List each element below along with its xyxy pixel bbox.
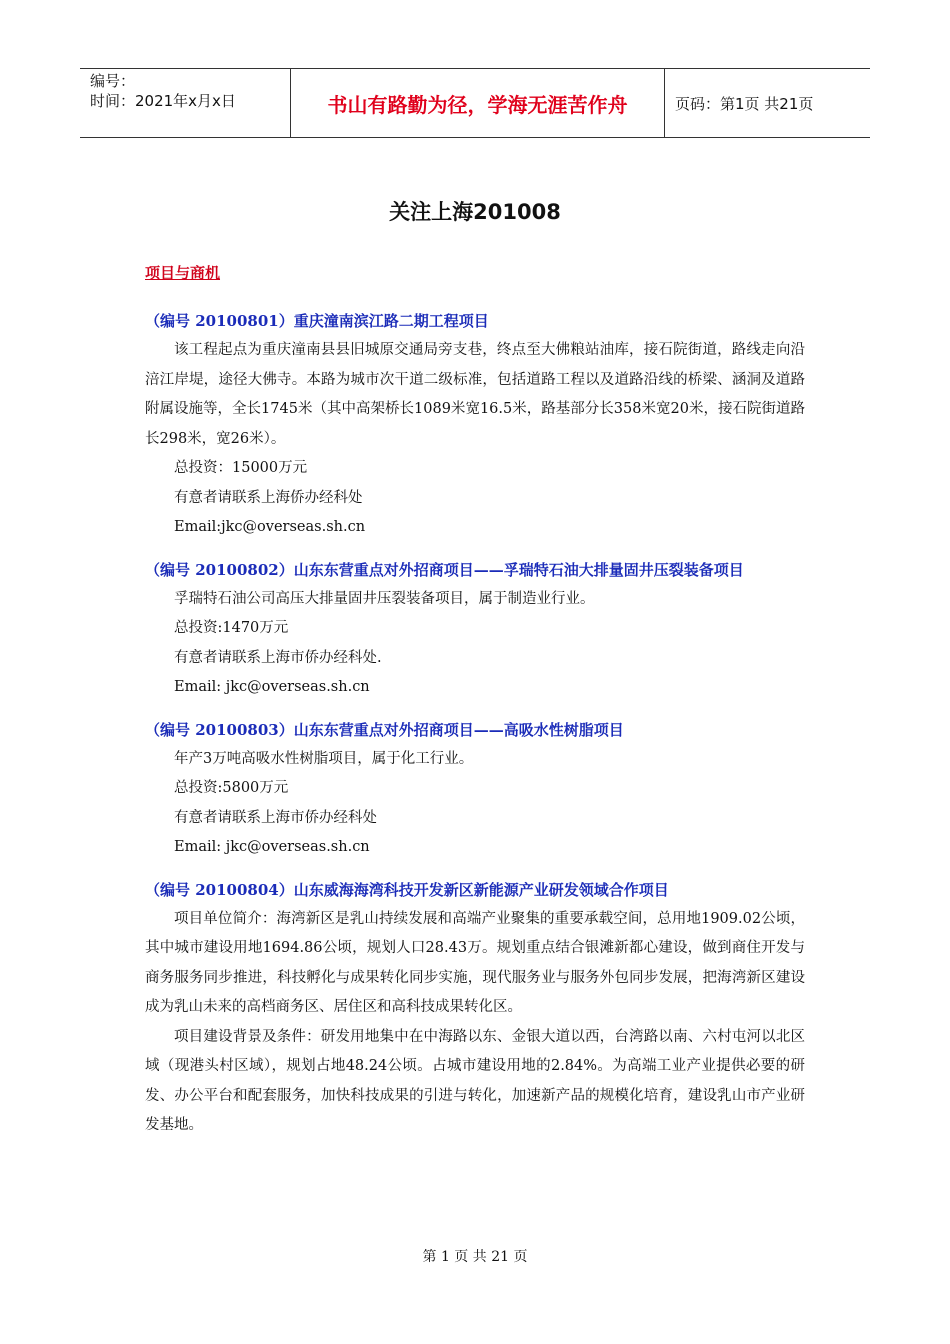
project-item [145, 715, 805, 863]
project-item [145, 555, 805, 703]
project-email: Email: jkc@overseas.sh.cn [174, 679, 370, 695]
project-email: Email: jkc@overseas.sh.cn [174, 839, 370, 855]
project-list [145, 306, 805, 1153]
section-label[interactable]: 项目与商机 [145, 264, 221, 282]
header-page-code: 页码：第1页 共21页 [675, 94, 814, 113]
project-item [145, 306, 805, 543]
page-header [80, 68, 870, 138]
document-title: 关注上海201008 [389, 200, 561, 224]
project-paragraph: 年产3万吨高吸水性树脂项目，属于化工行业。 [174, 750, 474, 767]
project-paragraph: 项目单位简介：海湾新区是乳山持续发展和高端产业聚集的重要承载空间，总用地1909.02公顷，其中城市建设用地1694.86公顷，规划人口28.43万。规划重点结合银滩新都心建设，做到商住开发与商务服务同步推进，科技孵化与成果转化同步实施，现代服务业与服务外包同步发展，把海湾新区建设成为乳山未来的高档商务区、居住区和高科技成果转化区。 [145, 910, 805, 1015]
project-investment: 总投资:5800万元 [174, 780, 289, 796]
header-motto: 书山有路勤为径，学海无涯苦作舟 [291, 69, 665, 137]
page-footer: 第 1 页 共 21 页 [422, 1249, 528, 1265]
project-contact: 有意者请联系上海侨办经科处 [174, 489, 363, 506]
project-paragraph: 孚瑞特石油公司高压大排量固井压裂装备项目，属于制造业行业。 [174, 590, 595, 607]
project-title[interactable]: （编号 20100803）山东东营重点对外招商项目——高吸水性树脂项目 [145, 720, 624, 739]
project-contact: 有意者请联系上海市侨办经科处. [174, 649, 382, 666]
project-paragraph: 项目建设背景及条件：研发用地集中在中海路以东、金银大道以西，台湾路以南、六村屯河以北区域（现港头村区域），规划占地48.24公顷。占城市建设用地的2.84%。为高端工业产业提供必要的研发、办公平台和配套服务，加快科技成果的引进与转化，加速新产品的规模化培育，建设乳山市产业研发基地。 [145, 1028, 805, 1133]
project-title[interactable]: （编号 20100801）重庆潼南滨江路二期工程项目 [145, 312, 489, 330]
project-item [145, 875, 805, 1141]
project-investment: 总投资:1470万元 [174, 620, 289, 636]
time-label: 时间：2021年x月x日 [90, 92, 236, 110]
project-investment: 总投资：15000万元 [174, 460, 308, 476]
project-paragraph: 该工程起点为重庆潼南县县旧城原交通局旁支巷，终点至大佛粮站油库，接石院街道，路线走向沿涪江岸堤，途径大佛寺。本路为城市次干道二级标准，包括道路工程以及道路沿线的桥梁、涵洞及道路附属设施等，全长1745米（其中高架桥长1089米宽16.5米，路基部分长358米宽20米，接石院街道路长298米，宽26米）。 [145, 342, 805, 447]
number-label: 编号： [90, 72, 136, 90]
project-title[interactable]: （编号 20100804）山东威海海湾科技开发新区新能源产业研发领域合作项目 [145, 880, 669, 899]
header-meta [80, 69, 291, 137]
project-contact: 有意者请联系上海市侨办经科处 [174, 809, 377, 826]
project-email: Email:jkc@overseas.sh.cn [174, 519, 366, 535]
project-title[interactable]: （编号 20100802）山东东营重点对外招商项目——孚瑞特石油大排量固井压裂装备项目 [145, 560, 744, 579]
